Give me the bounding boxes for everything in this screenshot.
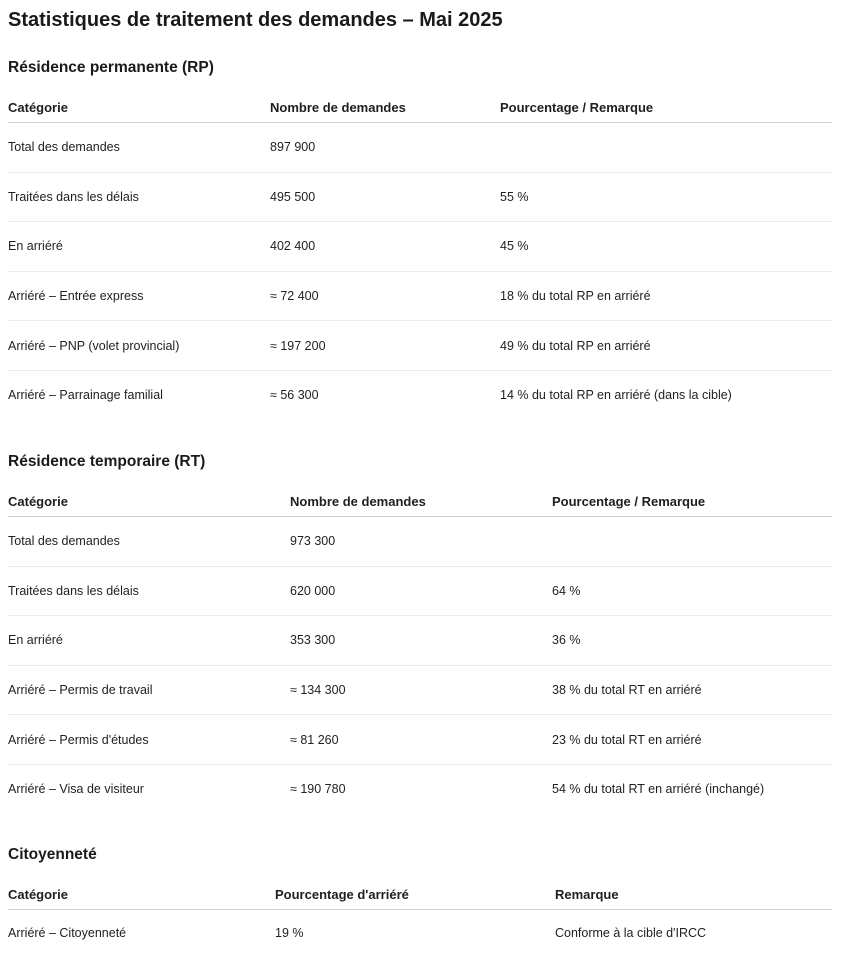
table-row xyxy=(8,172,832,222)
cell-remark: 64 % xyxy=(552,566,832,616)
cell-category: Arriéré – Parrainage familial xyxy=(8,388,163,403)
cell-remark: 45 % xyxy=(500,222,832,272)
cell-count: ≈ 56 300 xyxy=(270,388,319,403)
cell-count: 353 300 xyxy=(290,616,552,666)
cell-remark: 38 % du total RT en arriéré xyxy=(552,665,832,715)
table-row xyxy=(8,566,832,616)
cell-count: ≈ 190 780 xyxy=(290,782,346,797)
section-title: Citoyenneté xyxy=(8,846,97,863)
column-header-remark: Pourcentage / Remarque xyxy=(500,92,832,123)
cell-category: Total des demandes xyxy=(8,517,290,567)
table-row xyxy=(8,370,832,419)
cell-remark: 36 % xyxy=(552,616,832,666)
page-title: Statistiques de traitement des demandes – Mai 2025 xyxy=(8,9,503,31)
cell-category: Arriéré – Entrée express xyxy=(8,271,270,321)
table-row xyxy=(8,910,832,957)
cell-remark: Conforme à la cible d'IRCC xyxy=(555,926,707,940)
table-row xyxy=(8,517,832,567)
cell-remark: 18 % du total RP en arriéré xyxy=(500,271,832,321)
cell-count: 402 400 xyxy=(270,222,500,272)
table-row xyxy=(8,321,832,371)
cell-remark xyxy=(552,517,832,567)
cell-remark xyxy=(500,123,832,173)
table-row xyxy=(8,222,832,272)
section-rp xyxy=(8,56,832,420)
rp-table xyxy=(8,92,832,420)
table-row xyxy=(8,616,832,666)
cell-remark: 49 % du total RP en arriéré xyxy=(500,321,832,371)
cell-category: En arriéré xyxy=(8,616,290,666)
table-row xyxy=(8,271,832,321)
cell-category: Traitées dans les délais xyxy=(8,566,290,616)
table-header-row xyxy=(8,92,832,123)
cell-count: 495 500 xyxy=(270,172,500,222)
cell-category: Arriéré – Permis d'études xyxy=(8,715,290,765)
table-header-row xyxy=(8,879,832,910)
cell-percentage: 19 % xyxy=(275,926,304,940)
cell-category: Arriéré – Citoyenneté xyxy=(8,926,127,940)
cell-category: Arriéré – PNP (volet provincial) xyxy=(8,321,270,371)
cell-count: ≈ 134 300 xyxy=(290,665,552,715)
column-header-remark: Pourcentage / Remarque xyxy=(552,486,832,517)
citizenship-table xyxy=(8,879,832,956)
cell-remark: 55 % xyxy=(500,172,832,222)
cell-category: Arriéré – Permis de travail xyxy=(8,665,290,715)
cell-remark: 54 % du total RT en arriéré (inchangé) xyxy=(552,782,765,797)
cell-remark: 23 % du total RT en arriéré xyxy=(552,715,832,765)
cell-category: En arriéré xyxy=(8,222,270,272)
cell-remark: 14 % du total RP en arriéré (dans la cible) xyxy=(500,388,732,403)
column-header-count: Nombre de demandes xyxy=(290,486,552,517)
column-header-category: Catégorie xyxy=(8,486,290,517)
column-header-remark: Remarque xyxy=(555,879,832,910)
table-row xyxy=(8,123,832,173)
cell-count: ≈ 72 400 xyxy=(270,271,500,321)
column-header-category: Catégorie xyxy=(8,879,275,910)
cell-count: ≈ 197 200 xyxy=(270,321,500,371)
cell-count: 897 900 xyxy=(270,123,500,173)
table-row xyxy=(8,715,832,765)
column-header-count: Nombre de demandes xyxy=(270,92,500,123)
section-title: Résidence temporaire (RT) xyxy=(8,453,206,470)
cell-count: 620 000 xyxy=(290,566,552,616)
cell-category: Total des demandes xyxy=(8,123,270,173)
table-row xyxy=(8,665,832,715)
cell-category: Arriéré – Visa de visiteur xyxy=(8,782,144,797)
cell-count: 973 300 xyxy=(290,517,552,567)
section-title: Résidence permanente (RP) xyxy=(8,59,214,76)
cell-category: Traitées dans les délais xyxy=(8,172,270,222)
column-header-category: Catégorie xyxy=(8,92,270,123)
rt-table xyxy=(8,486,832,814)
section-citizenship xyxy=(8,843,832,956)
table-header-row xyxy=(8,486,832,517)
section-rt xyxy=(8,450,832,814)
column-header-percentage: Pourcentage d'arriéré xyxy=(275,879,555,910)
table-row xyxy=(8,764,832,813)
cell-count: ≈ 81 260 xyxy=(290,715,552,765)
